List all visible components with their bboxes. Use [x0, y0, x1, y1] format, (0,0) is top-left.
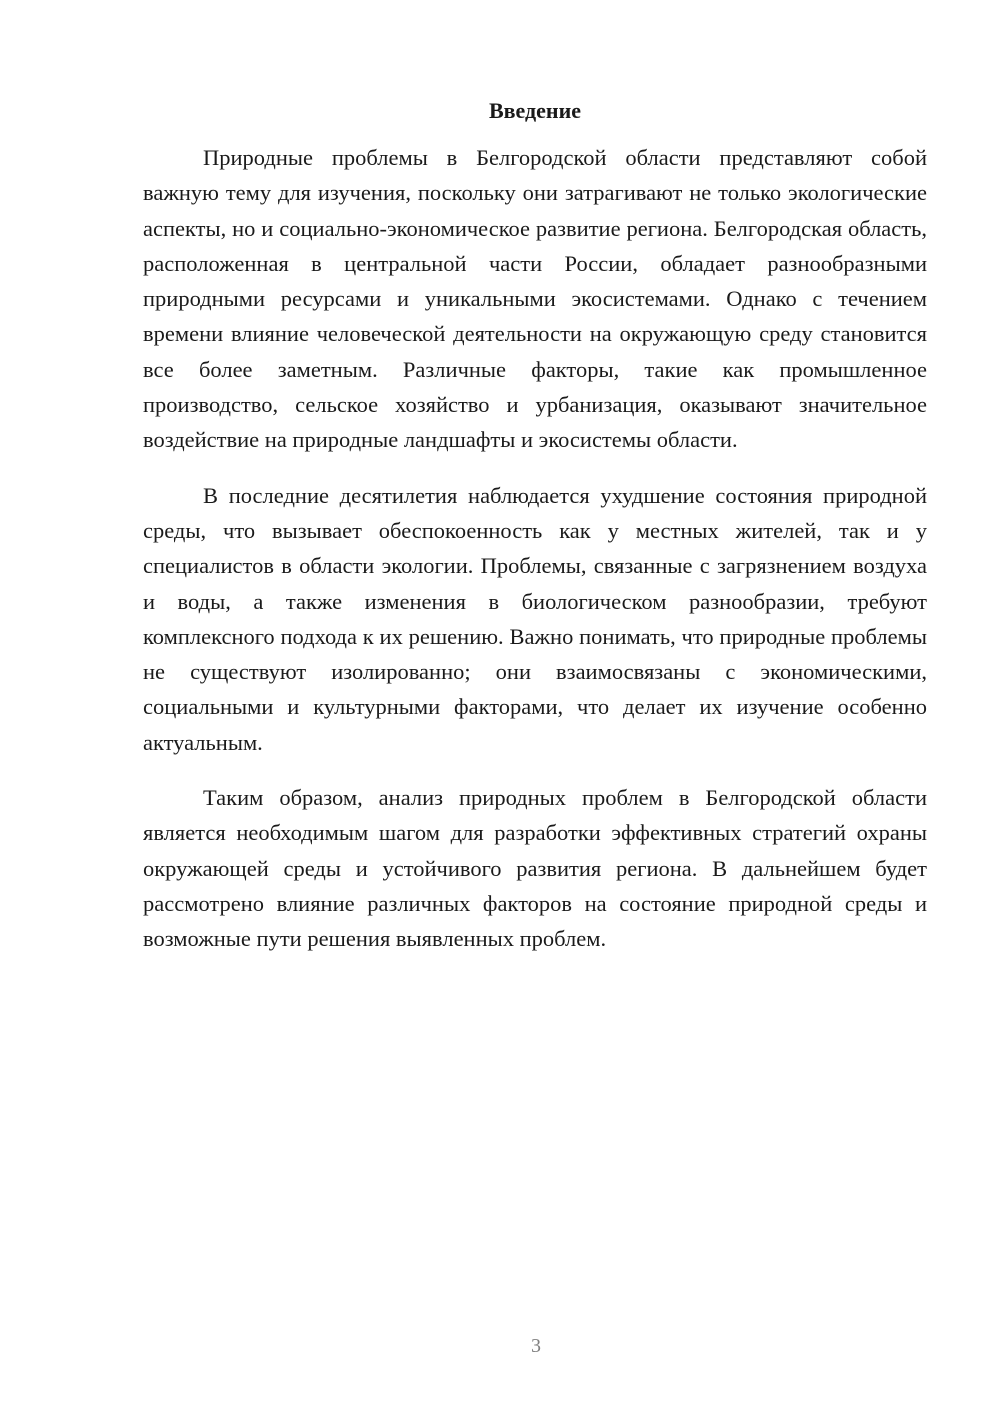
paragraph-3: Таким образом, анализ природных проблем в Белгородской области является необходимым шагом для разработки эффективных стратегий охраны окружающей среды и устойчивого развития региона. В дальнейшем будет рассмотрено влияние различных факторов на состояние природной среды и возможные пути решения выявленных проблем. [143, 785, 927, 952]
section-heading: Введение [488, 98, 582, 123]
page-number: 3 [531, 1335, 541, 1357]
page-content [143, 96, 927, 977]
paragraph-2: В последние десятилетия наблюдается ухудшение состояния природной среды, что вызывает обеспокоенность как у местных жителей, так и у специалистов в области экологии. Проблемы, связанные с загрязнением воздуха и воды, а также изменения в биологическом разнообразии, требуют комплексного подхода к их решению. Важно понимать, что природные проблемы не существуют изолированно; они взаимосвязаны с экономическими, социальными и культурными факторами, что делает их изучение особенно актуальным. [143, 482, 927, 755]
paragraph-1: Природные проблемы в Белгородской области представляют собой важную тему для изучения, поскольку они затрагивают не только экологические аспекты, но и социально-экономическое развитие региона. Белгородская область, расположенная в центральной части России, обладает разнообразными природными ресурсами и уникальными экосистемами. Однако с течением времени влияние человеческой деятельности на окружающую среду становится все более заметным. Различные факторы, такие как промышленное производство, сельское хозяйство и урбанизация, оказывают значительное воздействие на природные ландшафты и экосистемы области. [143, 145, 927, 453]
